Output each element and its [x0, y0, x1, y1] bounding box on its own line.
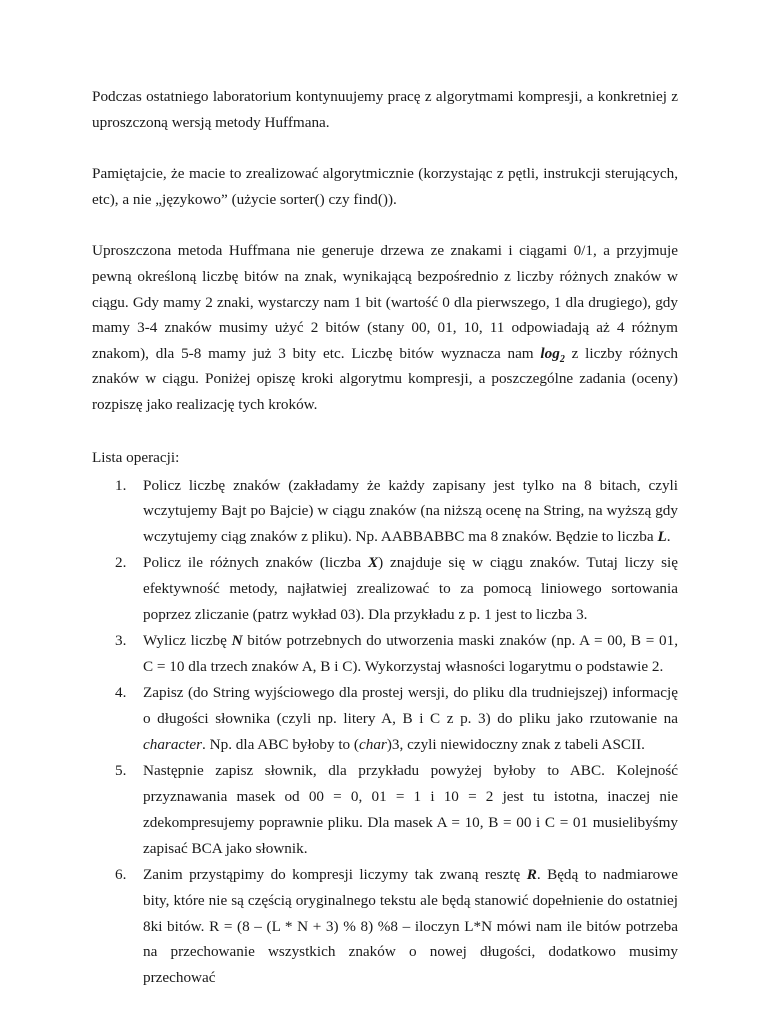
item-variable: X — [367, 554, 379, 572]
list-item — [115, 758, 678, 861]
operations-list — [92, 473, 678, 991]
intro-paragraph: Podczas ostatniego laboratorium kontynuujemy pracę z algorytmami kompresji, a konkretniej z uproszczoną wersją metody Huffmana. — [92, 88, 678, 131]
item-text: Wylicz liczbę — [143, 632, 232, 650]
method-text-part2: z liczby różnych znaków w ciągu. Poniżej opiszę kroki algorytmu kompresji, a poszczególne zadania (oceny) rozpiszę jako realizację tych kroków. — [92, 344, 678, 413]
item-text-mid: . Np. dla ABC byłoby to ( — [202, 736, 359, 753]
log-term — [540, 344, 565, 365]
item-number: 6. — [115, 865, 127, 883]
item-number: 1. — [115, 476, 127, 494]
item-number: 5. — [115, 762, 127, 780]
item-text: Policz liczbę znaków (zakładamy że każdy zapisany jest tylko na 8 bitach, czyli wczytujemy Bajt po Bajcie) w ciągu znaków (na niższą ocenę na String, na wyższą gdy wczytujemy ciąg znaków z pliku). Np. AABBABBC ma 8 znaków. Będzie to liczba — [143, 476, 678, 546]
item-text: Zanim przystąpimy do kompresji liczymy tak zwaną resztę — [143, 865, 527, 883]
item-text: Następnie zapisz słownik, dla przykładu powyżej byłoby to ABC. Kolejność przyznawania masek od 00 = 0, 01 = 1 i 10 = 2 jest tu istotna, inaczej nie zdekompresujemy poprawnie pliku. Dla masek A = 10, B = 00 i C = 01 musielibyśmy zapisać BCA jako słownik. — [143, 762, 678, 857]
method-text-part1: Uproszczona metoda Huffmana nie generuje drzewa ze znakami i ciągami 0/1, a przyjmuje pewną określoną liczbę bitów na znak, wynikającą bezpośrednio z liczby różnych znaków w ciągu. Gdy mamy 2 znaki, wystarczy nam 1 bit (wartość 0 dla pierwszego, 1 dla drugiego), gdy mamy 3-4 znaków musimy użyć 2 bitów (stany 00, 01, 10, 11 odpowiadają aż 4 różnym znakom), dla 5-8 mamy już 3 bity etc. Liczbę bitów wyznacza nam — [92, 242, 678, 362]
reminder-paragraph: Pamiętajcie, że macie to zrealizować algorytmicznie (korzystając z pętli, instrukcji sterujących, etc), a nie „językowo” (użycie sorter() czy find()). — [92, 165, 678, 208]
item-text-end: )3, czyli niewidoczny znak z tabeli ASCII. — [386, 736, 645, 753]
item-variable: N — [231, 632, 243, 650]
item-italic-term: char — [359, 736, 387, 753]
item-number: 3. — [115, 632, 127, 650]
list-item — [115, 473, 678, 550]
item-variable: R — [526, 865, 537, 883]
list-item — [115, 680, 678, 757]
list-item — [115, 862, 678, 991]
item-text-end: . Będą to nadmiarowe bity, które nie są częścią oryginalnego tekstu ale będą stanowić dopełnienie do ostatniej 8ki bitów. R = (8 – (L * N + 3) % 8) %8 – iloczyn L*N mówi nam ile bitów potrzeba na przechowanie wszystkich znaków o nowej długości, dodatkowo musimy przechować — [143, 865, 678, 987]
list-item — [115, 628, 678, 680]
item-text-end: ) znajduje się w ciągu znaków. Tutaj liczy się efektywność metody, najłatwiej zrealizować to za pomocą liniowego sortowania poprzez zliczanie (patrz wykład 03). Dla przykładu z p. 1 jest to liczba 3. — [143, 554, 678, 624]
item-italic-term: character — [143, 736, 203, 753]
item-number: 4. — [115, 684, 127, 702]
log-subscript: 2 — [559, 353, 565, 365]
method-paragraph — [92, 238, 678, 417]
item-text: Zapisz (do String wyjściowego dla prostej wersji, do pliku dla trudniejszej) informację o długości słownika (czyli np. litery A, B i C z p. 3) do pliku jako rzutowanie na — [143, 684, 678, 728]
document-body — [92, 84, 678, 991]
list-item — [115, 550, 678, 627]
item-number: 2. — [115, 554, 127, 572]
item-text: Policz ile różnych znaków (liczba — [143, 554, 368, 572]
item-variable: L — [657, 528, 667, 546]
item-text-end: . — [666, 528, 671, 546]
log-label: log — [540, 344, 560, 362]
item-text-end: bitów potrzebnych do utworzenia maski znaków (np. A = 00, B = 01, C = 10 dla trzech znaków A, B i C). Wykorzystaj własności logarytmu o podstawie 2. — [143, 632, 678, 676]
list-heading: Lista operacji: — [92, 448, 180, 466]
